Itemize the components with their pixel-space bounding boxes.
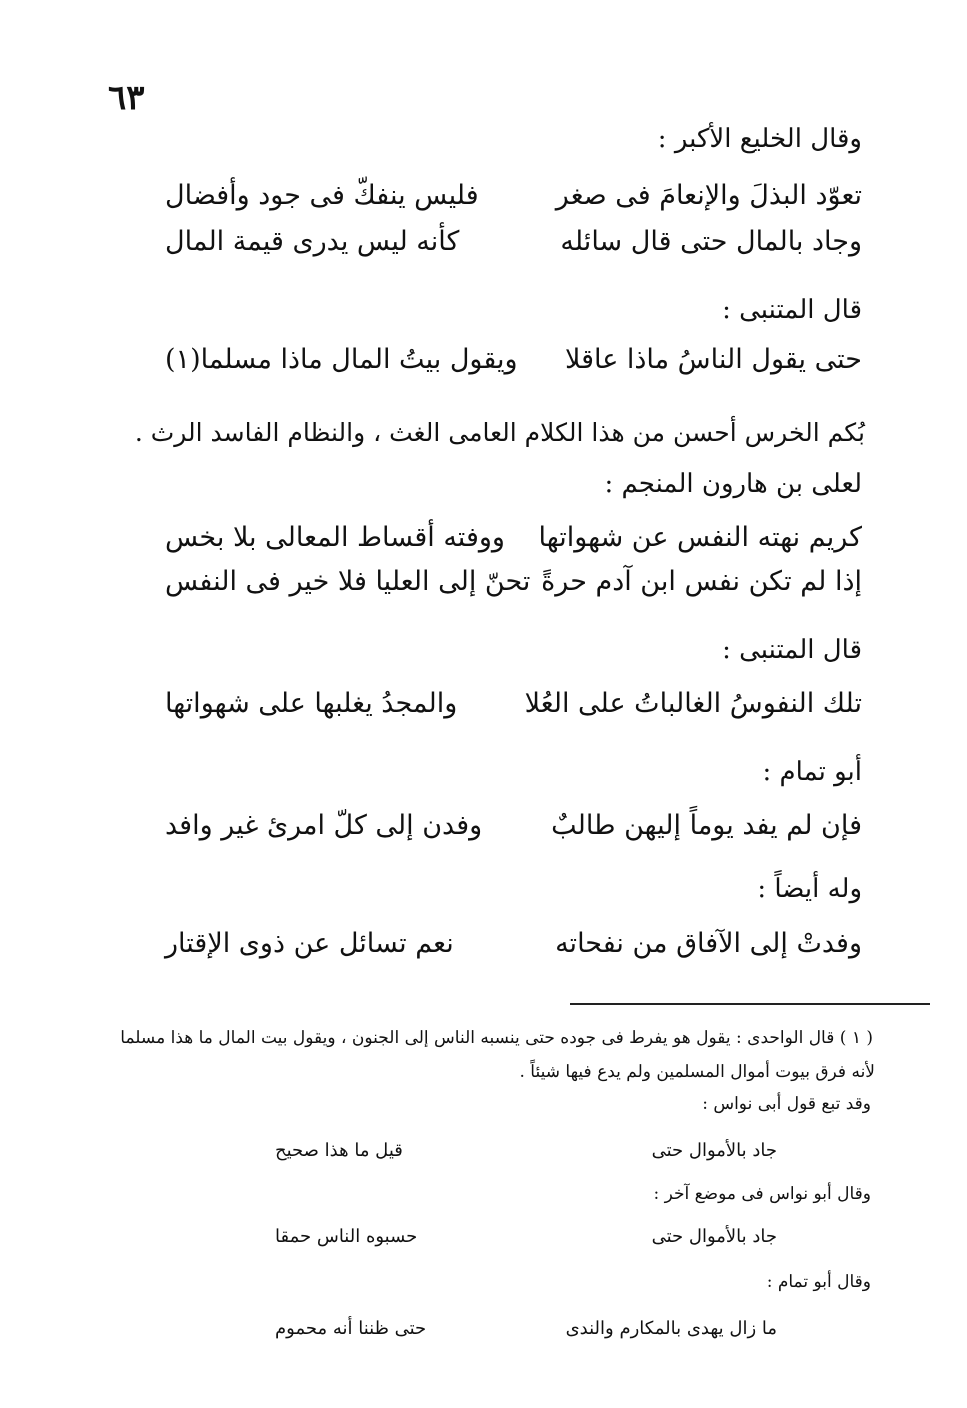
poem-heading: قال المتنبى :: [722, 635, 862, 665]
footnote-verse-right: جاد بالأموال حتى: [651, 1226, 777, 1247]
poem-heading: وله أيضاً :: [757, 874, 862, 904]
hemistich-right: كريم نهته النفس عن شهواتها: [538, 522, 862, 553]
poem-heading: قال المتنبى :: [722, 295, 862, 325]
poem-heading: وقال الخليع الأكبر :: [657, 124, 862, 154]
hemistich-left: تحنّ إلى العليا فلا خير فى النفس: [165, 566, 531, 597]
footnote-intro: وقال أبو تمام :: [766, 1272, 871, 1292]
prose-line: بُكم الخرس أحسن من هذا الكلام العامى الغث ، والنظام الفاسد الرث .: [134, 418, 865, 447]
hemistich-right: إذا لم تكن نفس ابن آدم حرةً: [541, 566, 862, 597]
hemistich-left: ويقول بيتُ المال ماذا مسلما(١): [165, 344, 518, 375]
footnote-intro: وقال أبو نواس فى موضع آخر :: [653, 1184, 871, 1204]
hemistich-left: ووفته أقساط المعالى بلا بخس: [165, 522, 505, 553]
footnote-intro: وقد تبع قول أبى نواس :: [702, 1094, 871, 1114]
hemistich-right: حتى يقول الناسُ ماذا عاقلا: [564, 344, 862, 375]
hemistich-left: نعم تسائل عن ذوى الإقتار: [165, 928, 454, 959]
hemistich-right: وجاد بالمال حتى قال سائله: [560, 226, 862, 257]
footnote-verse-left: قيل ما هذا صحيح: [275, 1140, 403, 1161]
footnote-line: ( ١ ) قال الواحدى : يقول هو يفرط فى جوده حتى ينسبه الناس إلى الجنون ، ويقول بيت المال ما هذا مسلما: [120, 1028, 873, 1048]
poem-heading: أبو تمام :: [762, 757, 862, 787]
hemistich-right: وفدتْ إلى الآفاق من نفحاته: [555, 928, 862, 959]
footnote-rule: [570, 1003, 930, 1005]
hemistich-left: كأنه ليس يدرى قيمة المال: [165, 226, 460, 257]
hemistich-right: تعوّد البذلَ والإنعامَ فى صغر: [555, 180, 862, 211]
hemistich-right: تلك النفوسُ الغالباتُ على العُلا: [524, 688, 862, 719]
hemistich-left: فليس ينفكّ فى جود وأفضال: [165, 180, 479, 211]
page-number: ٦٣: [108, 78, 145, 118]
hemistich-left: والمجدُ يغلبها على شهواتها: [165, 688, 458, 719]
hemistich-left: وفدن إلى كلّ امرئ غير وافد: [165, 810, 483, 841]
hemistich-right: فإن لم يفد يوماً إليهن طالبٌ: [551, 810, 862, 841]
footnote-verse-right: جاد بالأموال حتى: [651, 1140, 777, 1161]
poem-heading: لعلى بن هارون المنجم :: [604, 469, 862, 499]
footnote-line: لأنه فرق بيوت أموال المسلمين ولم يدع فيها شيئاً .: [519, 1062, 875, 1082]
footnote-verse-left: حسبوه الناس حمقا: [275, 1226, 418, 1247]
footnote-verse-right: ما زال يهدى بالمكارم والندى: [565, 1318, 777, 1339]
footnote-verse-left: حتى ظننا أنه محموم: [275, 1318, 427, 1339]
